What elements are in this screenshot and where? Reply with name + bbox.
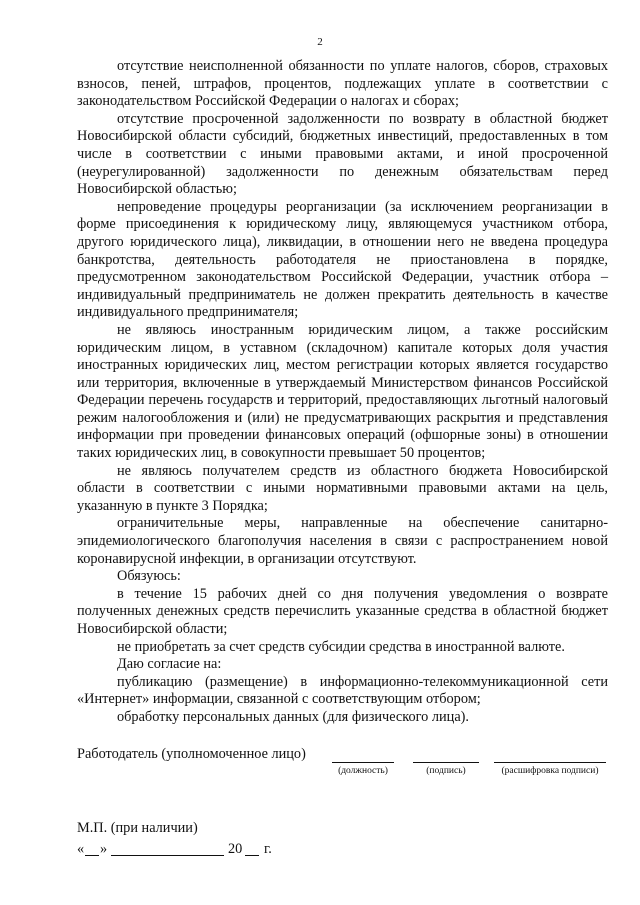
paragraph-consent-heading: Даю согласие на: (117, 656, 222, 673)
year-prefix: 20 (228, 841, 243, 857)
signature-label: Работодатель (уполномоченное лицо) (77, 746, 306, 762)
paragraph-no-restrictions: ограничительные меры, направленные на обеспечение санитарно-эпидемиологического благополучия населения в связи с распространением новой коронавирусной инфекции, в организации отсутствуют. (77, 515, 608, 567)
paragraph-not-foreign-entity: не являюсь иностранным юридическим лицом, а также российским юридическим лицом, в уставном (складочном) капитале которых доля участия иностранных юридических лиц, местом регистрации которых является государство или территория, включенные в утверждаемый Министерством финансов Российской Федерации перечень государств и территорий, предоставляющих льготный налоговый режим налогообложения и (или) не предусматривающих раскрытия и представления информации при проведении финансовых операций (офшорные зоны) в отношении таких юридических лиц, в совокупности превышает 50 процентов; (77, 321, 608, 462)
position-line (332, 762, 394, 763)
day-line (85, 855, 99, 856)
paragraph-obligations-heading: Обязуюсь: (117, 568, 181, 585)
paragraph-no-foreign-currency: не приобретать за счет средств субсидии средства в иностранной валюте. (117, 638, 565, 655)
caption-signature: (подпись) (426, 766, 466, 776)
paragraph-consent-publication: публикацию (размещение) в информационно-телекоммуникационной сети «Интернет» информации, связанной с соответствующим отбором; (77, 673, 608, 708)
paragraph-consent-personal-data: обработку персональных данных (для физического лица). (117, 708, 469, 725)
document-body (77, 58, 608, 727)
signature-line (413, 762, 479, 763)
paragraph-no-reorganization: непроведение процедуры реорганизации (за исключением реорганизации в форме присоединения к юридическому лицу, являющемуся участником отбора, другого юридического лица), ликвидации, в отношении него не введена процедура банкротства, деятельность работодателя не приостановлена в порядке, предусмотренном законодательством Российской Федерации, участник отбора – индивидуальный предприниматель не должен прекратить деятельность в качестве индивидуального предпринимателя; (77, 198, 608, 321)
paragraph-not-budget-recipient: не являюсь получателем средств из областного бюджета Новосибирской области в соответствии с иными нормативными правовыми актами на цель, указанную в пункте 3 Порядка; (77, 462, 608, 514)
date-open-quote: « (77, 841, 85, 857)
date-line (77, 841, 377, 861)
page-number: 2 (317, 36, 323, 48)
date-close-quote: » (100, 841, 108, 857)
caption-position: (должность) (338, 766, 388, 776)
year-line (245, 855, 259, 856)
month-line (111, 855, 224, 856)
year-suffix: г. (264, 841, 272, 857)
paragraph-return-funds: в течение 15 рабочих дней со дня получения уведомления о возврате полученных денежных средств перечислить указанные средства в областной бюджет Новосибирской области; (77, 585, 608, 637)
paragraph-no-tax-debt: отсутствие неисполненной обязанности по уплате налогов, сборов, страховых взносов, пеней, штрафов, процентов, подлежащих уплате в соответствии с законодательством Российской Федерации о налогах и сборах; (77, 58, 608, 110)
stamp-note: М.П. (при наличии) (77, 820, 198, 836)
signature-block (77, 746, 608, 776)
name-line (494, 762, 606, 763)
paragraph-no-overdue-debt: отсутствие просроченной задолженности по возврату в областной бюджет Новосибирской области субсидий, бюджетных инвестиций, предоставленных в том числе в соответствии с иными правовыми актами, и иной просроченной (неурегулированной) задолженности по денежным обязательствам перед Новосибирской областью; (77, 110, 608, 198)
caption-name: (расшифровка подписи) (501, 766, 599, 776)
